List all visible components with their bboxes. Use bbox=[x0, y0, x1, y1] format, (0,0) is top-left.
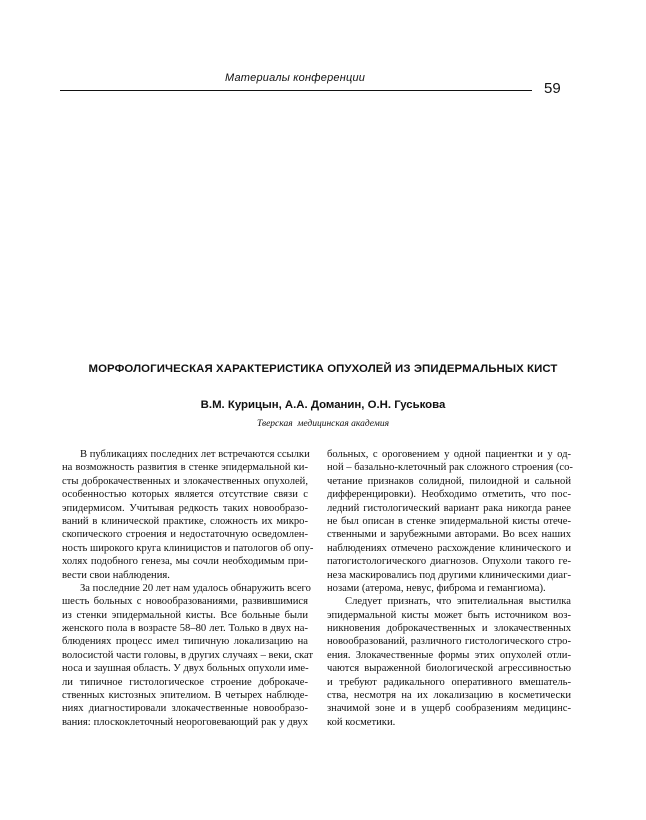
text-line: ственными и зарубежными авторами. Во всех наших bbox=[327, 529, 571, 541]
text-line: носа и заушная область. У двух больных опухоли име- bbox=[62, 663, 309, 675]
text-line: чаются выраженной биологической агрессивностью bbox=[327, 663, 571, 675]
text-column-right bbox=[327, 448, 571, 729]
text-line: женского пола в возрасте 58–80 лет. Только в двух на- bbox=[62, 623, 308, 635]
text-line: не был описан в стенке эпидермальной кисты отече- bbox=[327, 515, 571, 527]
header-rule bbox=[60, 90, 532, 91]
text-line: на возможность развития в стенке эпидермальной ки- bbox=[62, 462, 308, 474]
text-line: ли типичное гистологическое строение доброкаче- bbox=[62, 676, 308, 688]
text-line: сты доброкачественных и злокачественных опухолей, bbox=[62, 475, 308, 487]
text-line: из стенки эпидермальной кисты. Все больные были bbox=[62, 609, 308, 621]
text-line: наблюдениях отмечено расхождение клинического и bbox=[327, 542, 571, 554]
text-line: нозами (атерома, невус, фиброма и гемангиома). bbox=[327, 582, 546, 594]
text-line: волосистой части головы, в других случаях – веки, скат bbox=[62, 649, 314, 661]
text-line: ной – базально-клеточный рак сложного строения (со- bbox=[327, 462, 573, 474]
text-column-left bbox=[62, 448, 314, 729]
page-number: 59 bbox=[544, 80, 561, 97]
text-line: ность широкого круга клиницистов и патологов об опу- bbox=[62, 542, 314, 554]
text-line: Следует признать, что эпителиальная выстилка bbox=[345, 596, 571, 608]
text-line: эпидермисом. Учитывая редкость таких новообразо- bbox=[62, 502, 308, 514]
text-line: четание признаков солидной, пилоидной и сальной bbox=[327, 475, 571, 487]
text-line: ледний гистологический вариант рака никогда ранее bbox=[327, 502, 571, 514]
text-line: особенностью которых является отсутствие связи с bbox=[62, 489, 308, 501]
text-line: В публикациях последних лет встречаются ссылки bbox=[80, 449, 310, 460]
text-line: холях подобного генеза, мы сочли необходимым при- bbox=[62, 556, 308, 568]
text-line: эпидермальной кисты может быть источником воз- bbox=[327, 609, 571, 621]
text-line: вания: плоскоклеточный неороговевающий рак у двух bbox=[62, 716, 308, 728]
text-line: ства, несмотря на их локализацию в косметически bbox=[327, 690, 571, 702]
text-line: больных, с ороговением у одной пациентки и у од- bbox=[327, 449, 571, 460]
text-line: ваний в клинической практике, сложность их микро- bbox=[62, 515, 308, 527]
text-line: и требуют радикального оперативного вмешатель- bbox=[327, 676, 571, 688]
text-line: патогистологического диагнозов. Опухоли такого ге- bbox=[327, 556, 571, 568]
article-authors: В.М. Курицын, А.А. Доманин, О.Н. Гуськова bbox=[200, 399, 446, 411]
text-line: шесть больных с новообразованиями, развившимися bbox=[62, 596, 308, 608]
text-line: вести свои наблюдения. bbox=[62, 569, 170, 581]
text-line: никновения доброкачественных и злокачественных bbox=[327, 623, 571, 635]
text-line: кой косметики. bbox=[327, 716, 396, 728]
text-line: скопического строения и недостаточную осведомлен- bbox=[62, 529, 308, 541]
text-line: За последние 20 лет нам удалось обнаружить всего bbox=[80, 582, 311, 594]
text-line: ения. Злокачественные формы этих опухолей отли- bbox=[327, 649, 571, 661]
running-head: Материалы конференции bbox=[225, 72, 366, 84]
text-line: значимой зоне и в ущерб сообразениям медицинс- bbox=[327, 703, 571, 715]
article-affiliation: Тверская медицинская академия bbox=[257, 419, 389, 429]
text-line: ниях диагностировали злокачественные новообразо- bbox=[62, 703, 308, 715]
text-line: неза маскировались под другими клиническими диаг- bbox=[327, 569, 571, 581]
text-line: ственных кистозных эпителиом. В четырех наблюде- bbox=[62, 690, 308, 702]
text-line: новообразований, различного гистологического стро- bbox=[327, 636, 571, 648]
text-line: блюдениях процесс имел типичную локализацию на bbox=[62, 636, 308, 648]
text-line: дифференцировки). Необходимо отметить, что пос- bbox=[327, 489, 571, 501]
article-title: МОРФОЛОГИЧЕСКАЯ ХАРАКТЕРИСТИКА ОПУХОЛЕЙ ИЗ ЭПИДЕРМАЛЬНЫХ КИСТ bbox=[88, 363, 558, 375]
